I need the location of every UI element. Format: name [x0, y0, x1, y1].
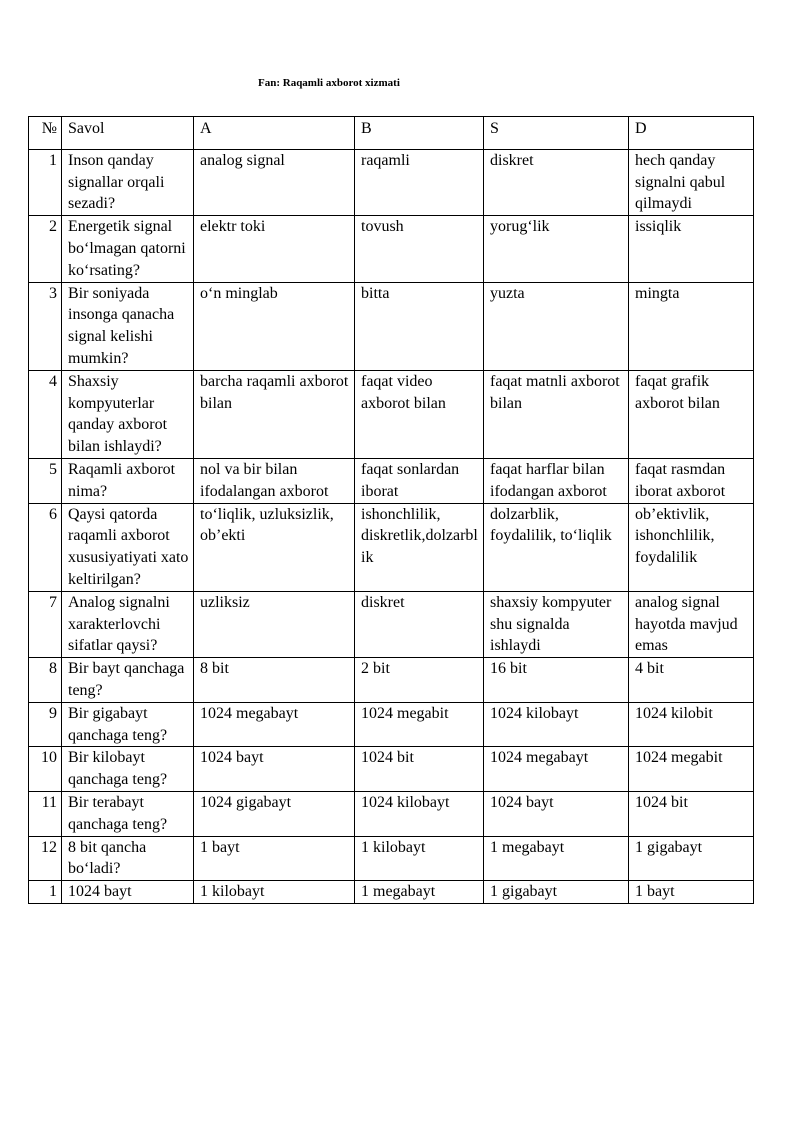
row-number: 6	[29, 503, 62, 591]
option-d-cell: ob’ektivlik, ishonchlilik, foydalilik	[629, 503, 754, 591]
table-row	[29, 747, 754, 792]
question-cell: Inson qanday signallar orqali sezadi?	[62, 149, 194, 215]
option-d-cell: 1 gigabayt	[629, 836, 754, 881]
option-a-cell: 1 kilobayt	[194, 881, 355, 904]
option-a-cell: to‘liqlik, uzluksizlik, ob’ekti	[194, 503, 355, 591]
table-row	[29, 791, 754, 836]
option-s-cell: shaxsiy kompyuter shu signalda ishlaydi	[484, 591, 629, 657]
table-row	[29, 370, 754, 458]
row-number: 8	[29, 658, 62, 703]
option-b-cell: 1 megabayt	[355, 881, 484, 904]
row-number: 10	[29, 747, 62, 792]
question-cell: 8 bit qancha bo‘ladi?	[62, 836, 194, 881]
table-row	[29, 702, 754, 747]
table-row	[29, 149, 754, 215]
option-b-cell: 1 kilobayt	[355, 836, 484, 881]
option-b-cell: 1024 kilobayt	[355, 791, 484, 836]
table-row	[29, 591, 754, 657]
question-cell: Bir bayt qanchaga teng?	[62, 658, 194, 703]
question-cell: Raqamli axborot nima?	[62, 458, 194, 503]
option-s-cell: 1024 kilobayt	[484, 702, 629, 747]
option-s-cell: faqat matnli axborot bilan	[484, 370, 629, 458]
question-cell: Bir terabayt qanchaga teng?	[62, 791, 194, 836]
question-cell: Qaysi qatorda raqamli axborot xususiyatiyati xato keltirilgan?	[62, 503, 194, 591]
option-d-cell: hech qanday signalni qabul qilmaydi	[629, 149, 754, 215]
row-number: 12	[29, 836, 62, 881]
row-number: 7	[29, 591, 62, 657]
row-number: 2	[29, 216, 62, 282]
table-row	[29, 216, 754, 282]
option-b-cell: ishonchlilik, diskretlik,dolzarblik	[355, 503, 484, 591]
question-cell: Shaxsiy kompyuterlar qanday axborot bilan ishlaydi?	[62, 370, 194, 458]
table-row	[29, 836, 754, 881]
option-d-cell: 1024 bit	[629, 791, 754, 836]
option-a-cell: 1024 megabayt	[194, 702, 355, 747]
row-number: 3	[29, 282, 62, 370]
option-a-cell: barcha raqamli axborot bilan	[194, 370, 355, 458]
table-header-row	[29, 117, 754, 150]
option-d-cell: analog signal hayotda mavjud emas	[629, 591, 754, 657]
row-number: 1	[29, 149, 62, 215]
option-s-cell: diskret	[484, 149, 629, 215]
option-d-cell: 4 bit	[629, 658, 754, 703]
header-number: №	[29, 117, 62, 150]
option-a-cell: nol va bir bilan ifodalangan axborot	[194, 458, 355, 503]
header-option-b: B	[355, 117, 484, 150]
question-cell: Bir gigabayt qanchaga teng?	[62, 702, 194, 747]
table-row	[29, 658, 754, 703]
option-a-cell: 1024 gigabayt	[194, 791, 355, 836]
option-s-cell: 1 megabayt	[484, 836, 629, 881]
option-s-cell: 16 bit	[484, 658, 629, 703]
table-row	[29, 503, 754, 591]
header-option-s: S	[484, 117, 629, 150]
quiz-table	[28, 116, 754, 904]
option-d-cell: faqat rasmdan iborat axborot	[629, 458, 754, 503]
option-a-cell: uzliksiz	[194, 591, 355, 657]
option-b-cell: 1024 bit	[355, 747, 484, 792]
option-s-cell: yorug‘lik	[484, 216, 629, 282]
option-d-cell: 1024 megabit	[629, 747, 754, 792]
option-s-cell: 1024 megabayt	[484, 747, 629, 792]
option-s-cell: yuzta	[484, 282, 629, 370]
option-s-cell: faqat harflar bilan ifodangan axborot	[484, 458, 629, 503]
row-number: 9	[29, 702, 62, 747]
header-option-d: D	[629, 117, 754, 150]
option-d-cell: faqat grafik axborot bilan	[629, 370, 754, 458]
option-a-cell: 8 bit	[194, 658, 355, 703]
option-b-cell: raqamli	[355, 149, 484, 215]
option-b-cell: faqat video axborot bilan	[355, 370, 484, 458]
option-s-cell: 1 gigabayt	[484, 881, 629, 904]
option-s-cell: 1024 bayt	[484, 791, 629, 836]
row-number: 11	[29, 791, 62, 836]
option-s-cell: dolzarblik, foydalilik, to‘liqlik	[484, 503, 629, 591]
option-b-cell: tovush	[355, 216, 484, 282]
option-b-cell: faqat sonlardan iborat	[355, 458, 484, 503]
header-option-a: A	[194, 117, 355, 150]
question-cell: Analog signalni xarakterlovchi sifatlar qaysi?	[62, 591, 194, 657]
quiz-table-body	[29, 149, 754, 903]
option-a-cell: 1024 bayt	[194, 747, 355, 792]
table-row	[29, 282, 754, 370]
option-b-cell: 2 bit	[355, 658, 484, 703]
question-cell: Bir soniyada insonga qanacha signal kelishi mumkin?	[62, 282, 194, 370]
row-number: 1	[29, 881, 62, 904]
option-d-cell: mingta	[629, 282, 754, 370]
row-number: 5	[29, 458, 62, 503]
option-b-cell: bitta	[355, 282, 484, 370]
option-d-cell: 1024 kilobit	[629, 702, 754, 747]
option-a-cell: o‘n minglab	[194, 282, 355, 370]
question-cell: Energetik signal bo‘lmagan qatorni ko‘rsating?	[62, 216, 194, 282]
table-row	[29, 881, 754, 904]
question-cell: Bir kilobayt qanchaga teng?	[62, 747, 194, 792]
option-a-cell: elektr toki	[194, 216, 355, 282]
option-a-cell: 1 bayt	[194, 836, 355, 881]
option-b-cell: 1024 megabit	[355, 702, 484, 747]
option-b-cell: diskret	[355, 591, 484, 657]
row-number: 4	[29, 370, 62, 458]
question-cell: 1024 bayt	[62, 881, 194, 904]
header-question: Savol	[62, 117, 194, 150]
page-title: Fan: Raqamli axborot xizmati	[258, 77, 400, 89]
option-a-cell: analog signal	[194, 149, 355, 215]
option-d-cell: 1 bayt	[629, 881, 754, 904]
table-row	[29, 458, 754, 503]
option-d-cell: issiqlik	[629, 216, 754, 282]
